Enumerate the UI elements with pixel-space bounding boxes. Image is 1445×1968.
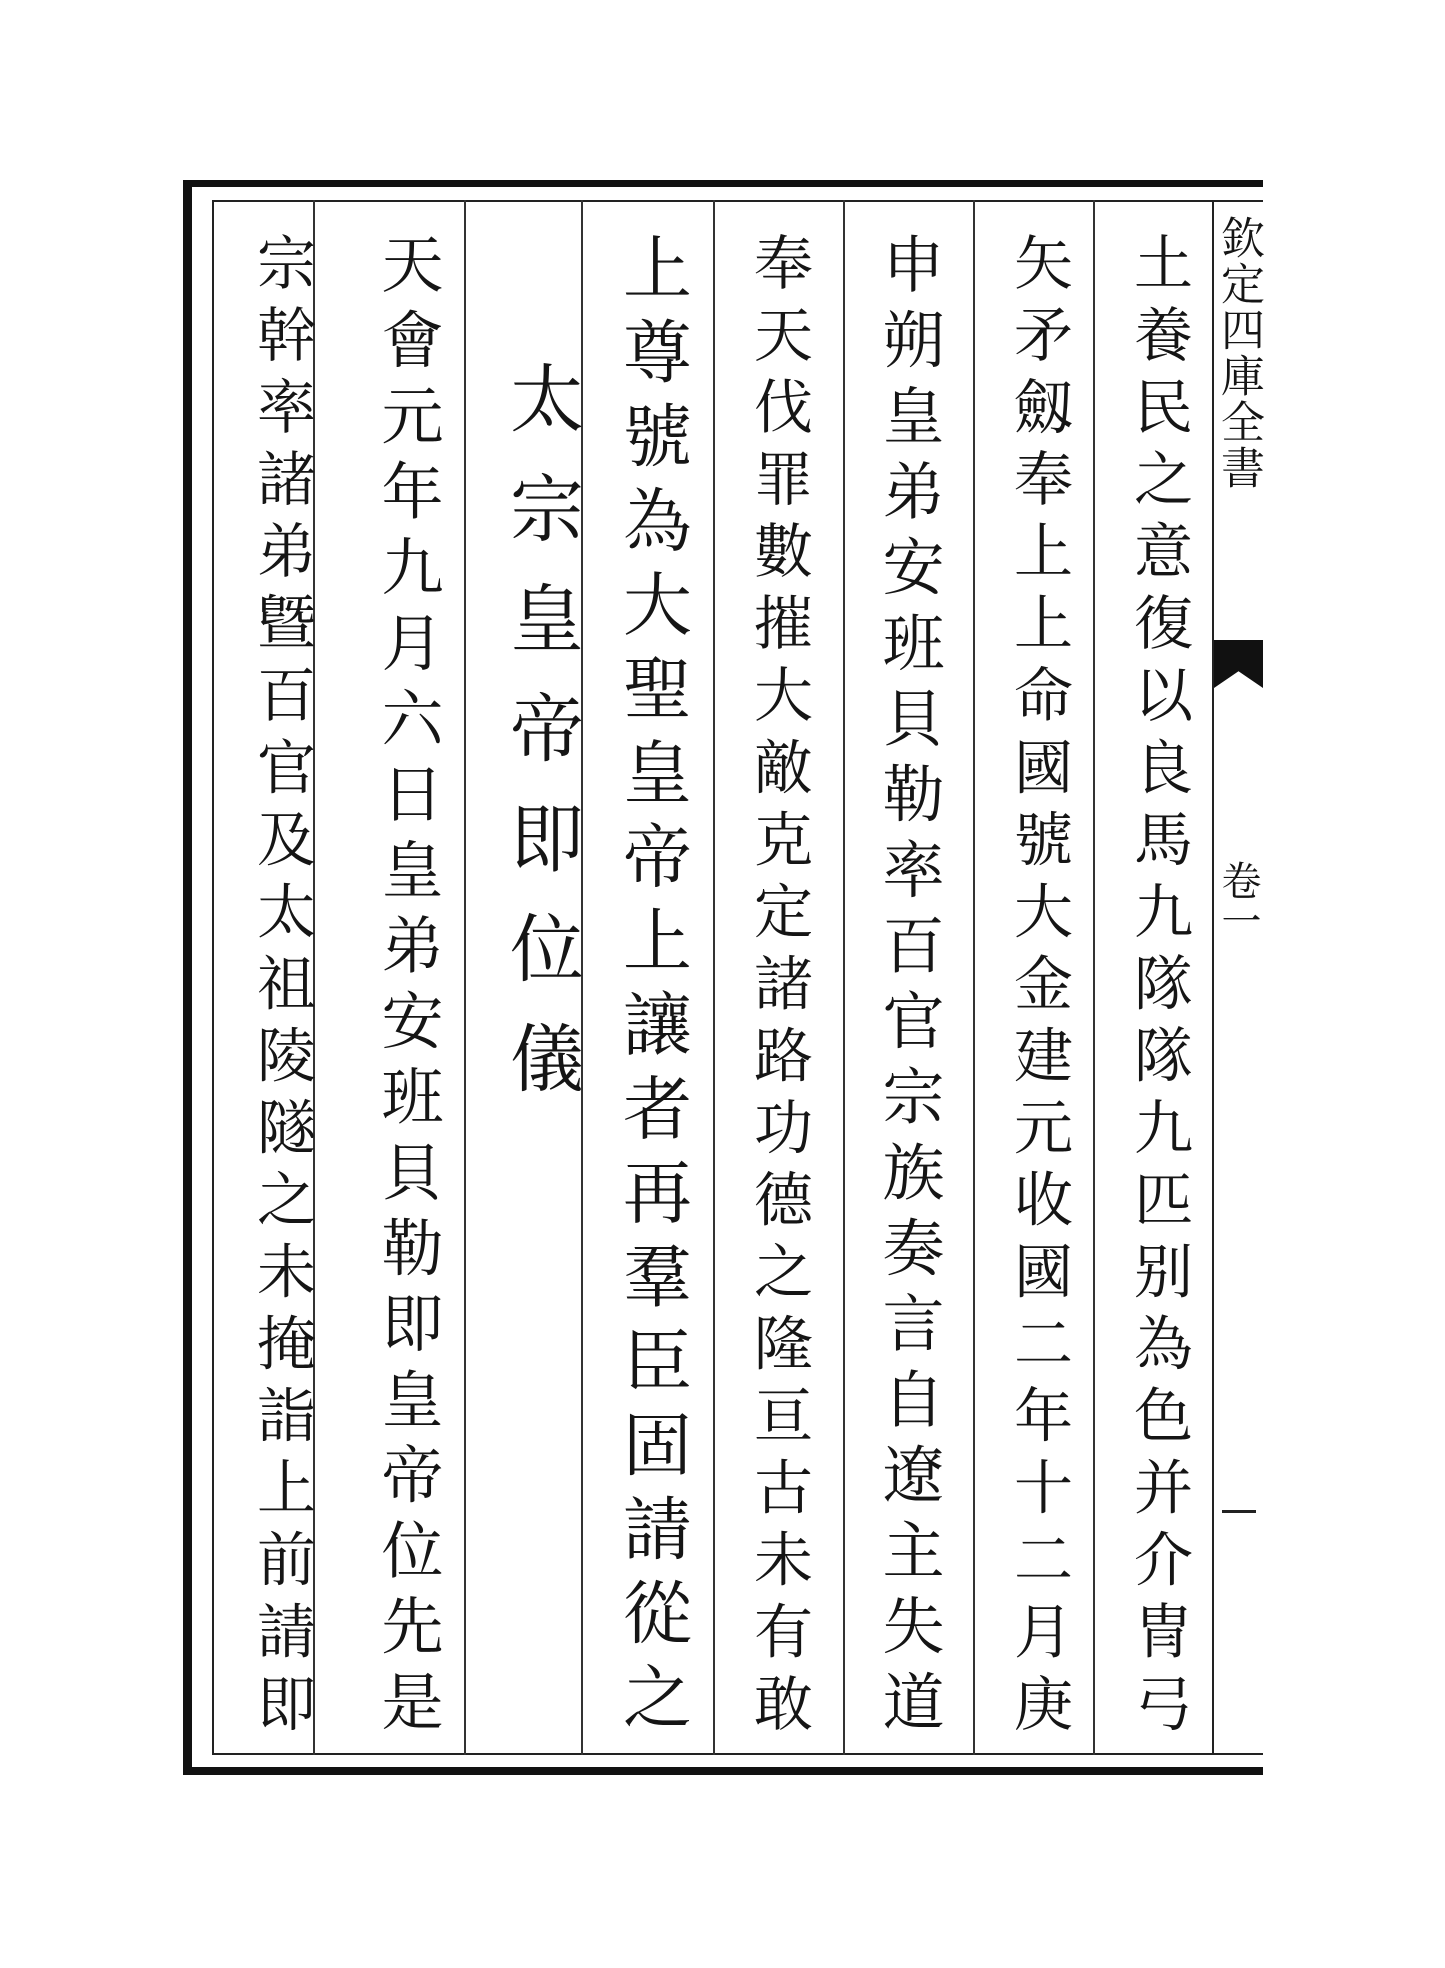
text-column-4: 奉天伐罪數摧大敵克定諸路功德之隆亘古未有敢 [744, 232, 813, 1745]
column-divider [973, 200, 975, 1755]
text-column-1: 土養民之意復以良馬九隊隊九匹别為色并介冑弓 [1124, 232, 1193, 1745]
text-column-3: 申朔皇弟安班貝勒率百官宗族奏言自遼主失道 [872, 232, 945, 1745]
text-column-5: 上尊號為大聖皇帝上讓者再羣臣固請從之 [611, 232, 691, 1745]
text-column-6: 太宗皇帝即位儀 [498, 360, 584, 1130]
folio-number [1222, 1510, 1256, 1513]
book-title: 欽定四庫全書 [1213, 215, 1264, 491]
column-divider [464, 200, 466, 1755]
column-divider [843, 200, 845, 1755]
column-divider [713, 200, 715, 1755]
juan-label: 卷一 [1215, 860, 1261, 940]
text-column-2: 矢矛劔奉上上命國號大金建元收國二年十二月庚 [1004, 232, 1073, 1745]
text-column-8: 宗幹率諸弟曁百官及太祖陵隧之未掩詣上前請即 [247, 232, 316, 1745]
text-column-7: 天會元年九月六日皇弟安班貝勒即皇帝位先是 [371, 232, 444, 1745]
column-divider [1093, 200, 1095, 1755]
